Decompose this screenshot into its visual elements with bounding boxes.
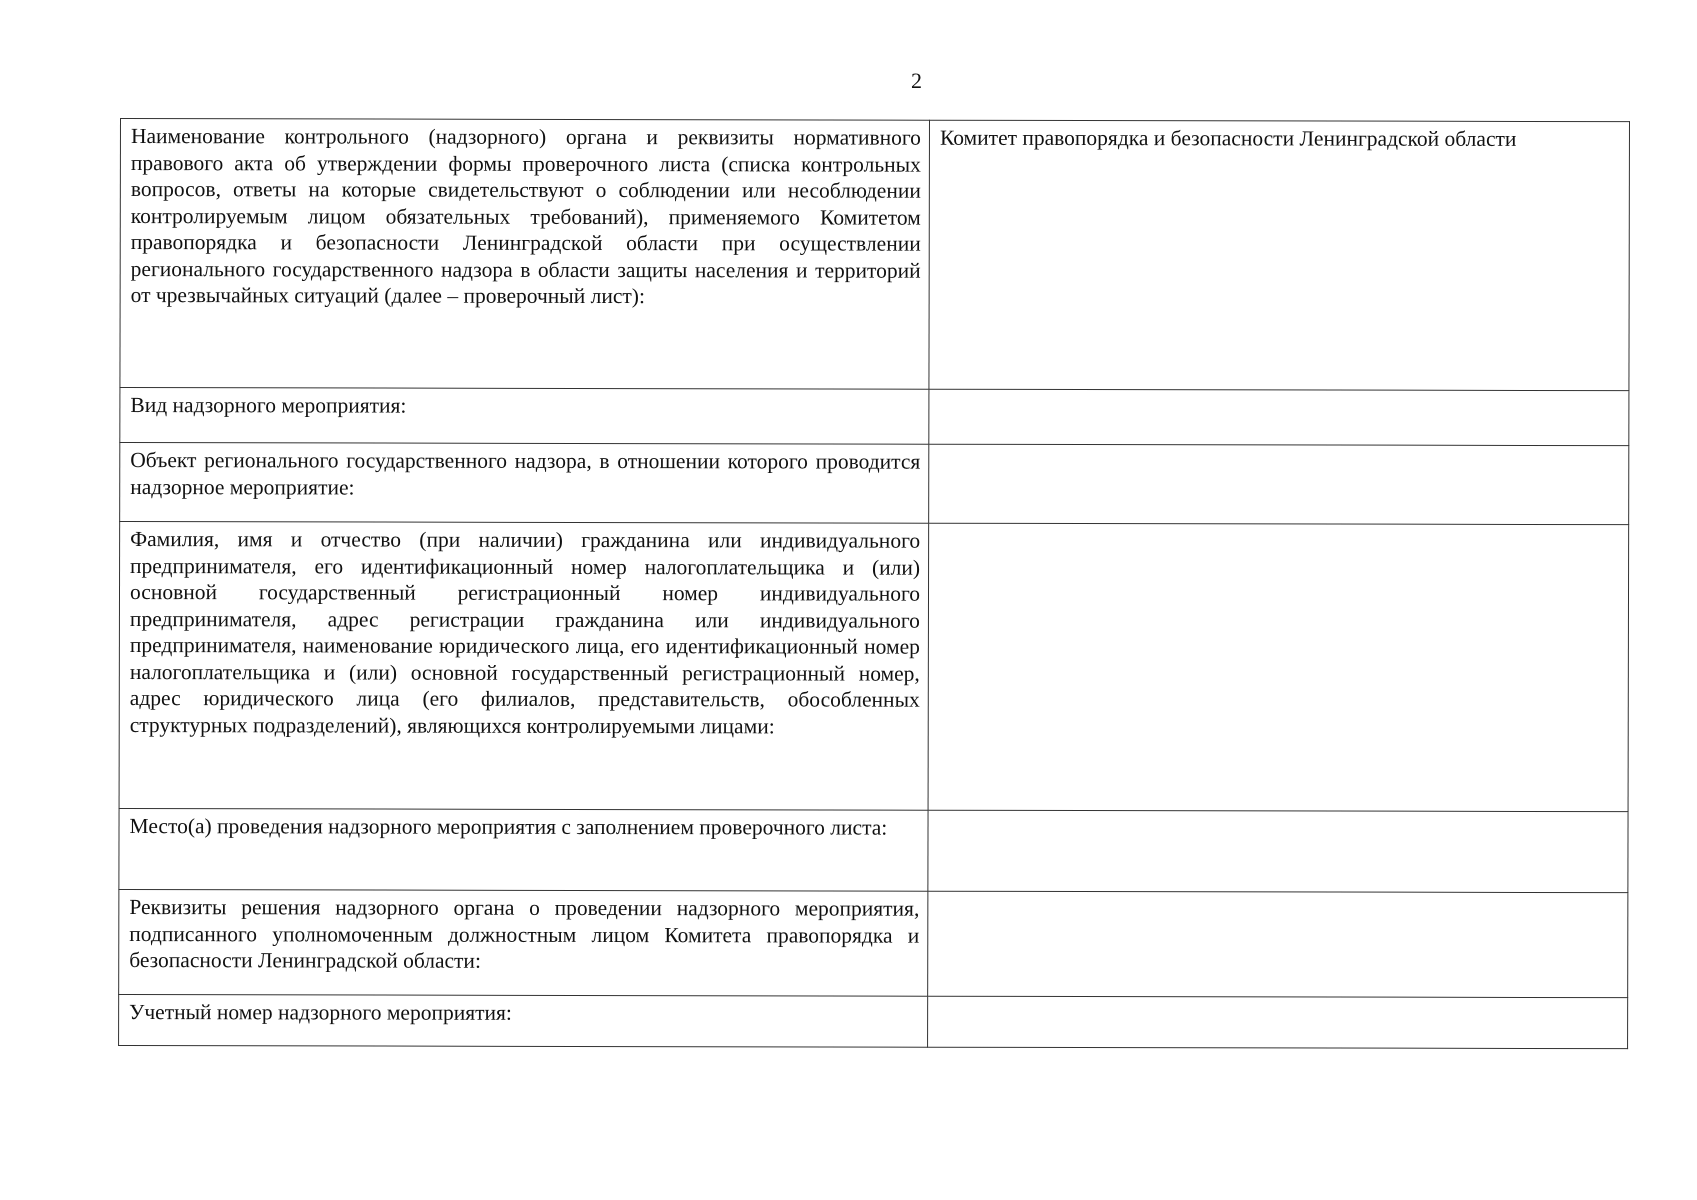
table-row <box>119 889 1628 997</box>
inspection-details-table <box>118 118 1630 1049</box>
row-label-inspection-type: Вид надзорного мероприятия: <box>120 388 929 445</box>
row-label-inspection-place: Место(а) проведения надзорного мероприятия с заполнением проверочного листа: <box>119 808 928 891</box>
row-value-supervision-object <box>929 444 1629 524</box>
row-value-inspection-type <box>929 389 1629 445</box>
row-value-inspection-place <box>928 810 1628 892</box>
row-label-controlled-person: Фамилия, имя и отчество (при наличии) гражданина или индивидуального предпринимателя, его идентификационный номер налогоплательщика и (или) основной государственный регистрационный номер индивидуального предпринимателя, адрес регистрации гражданина или индивидуального предпринимателя, наименование юридического лица, его идентификационный номер налогоплательщика и (или) основной государственный регистрационный номер, адрес юридического лица (его филиалов, представительств, обособленных структурных подразделений), являющихся контролируемыми лицами: <box>119 522 929 811</box>
row-label-decision-details: Реквизиты решения надзорного органа о проведении надзорного мероприятия, подписанного уполномоченным должностным лицом Комитета правопорядка и безопасности Ленинградской области: <box>119 889 928 996</box>
table-row <box>119 522 1629 812</box>
row-value-decision-details <box>928 891 1628 997</box>
table-row <box>120 388 1629 446</box>
row-label-registration-number: Учетный номер надзорного мероприятия: <box>119 994 928 1047</box>
table-row <box>120 119 1630 391</box>
row-label-supervision-object: Объект регионального государственного надзора, в отношении которого проводится надзорное мероприятие: <box>120 443 929 524</box>
page-number: 2 <box>911 68 922 93</box>
table-row <box>119 808 1628 892</box>
row-label-inspection-authority: Наименование контрольного (надзорного) органа и реквизиты нормативного правового акта об утверждении формы проверочного листа (списка контрольных вопросов, ответы на которые свидетельствуют о соблюдении или несоблюдении контролируемым лицом обязательных требований), применяемого Комитетом правопорядка и безопасности Ленинградской области при осуществлении регионального государственного надзора в области защиты населения и территорий от чрезвычайных ситуаций (далее – проверочный лист): <box>120 119 930 390</box>
row-value-controlled-person <box>928 523 1629 811</box>
table-row <box>120 443 1629 525</box>
row-value-inspection-authority: Комитет правопорядка и безопасности Ленинградской области <box>929 120 1630 390</box>
table-row <box>119 994 1628 1048</box>
row-value-registration-number <box>928 996 1628 1048</box>
